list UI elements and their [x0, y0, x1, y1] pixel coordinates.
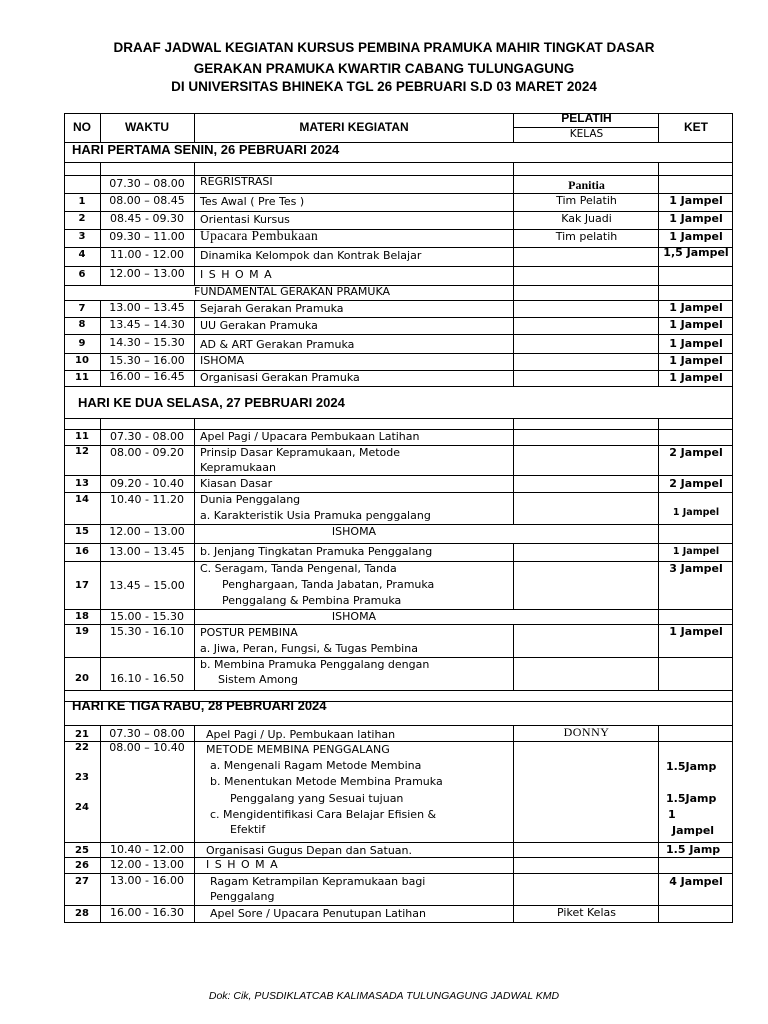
row-no: 14: [75, 494, 89, 505]
day2-heading: HARI KE DUA SELASA, 27 PEBRUARI 2024: [78, 395, 345, 410]
row-waktu: 13.45 – 15.00: [109, 579, 185, 592]
row-no: 6: [78, 269, 86, 280]
row-ket: 3 Jampel: [669, 562, 723, 575]
row-materi-line2: Penggalang: [210, 890, 275, 903]
row-ket: 1 Jampel: [672, 546, 720, 557]
row-no-line3: 24: [75, 802, 89, 813]
row-pelatih: Tim Pelatih: [556, 194, 617, 207]
row-no: 2: [78, 213, 86, 224]
row-materi: Dinamika Kelompok dan Kontrak Belajar: [200, 249, 422, 262]
row-materi: Organisasi Gerakan Pramuka: [200, 371, 360, 384]
header-ket: KET: [684, 120, 708, 134]
row-materi: b. Membina Pramuka Penggalang dengan: [200, 658, 430, 671]
row-no: 21: [75, 729, 89, 740]
row-materi-line2: a. Karakteristik Usia Pramuka penggalang: [200, 509, 431, 522]
schedule-table: [64, 113, 733, 923]
row-materi: Sejarah Gerakan Pramuka: [200, 302, 344, 315]
row-materi: Dunia Penggalang: [200, 493, 301, 506]
row-materi: Apel Pagi / Upacara Pembukaan Latihan: [200, 430, 420, 443]
row-ket: 1 Jampel: [669, 337, 723, 350]
row-waktu: 07.30 – 08.00: [109, 177, 185, 190]
row-waktu: 16.00 - 16.30: [110, 906, 184, 919]
row-no: 15: [75, 526, 89, 537]
row-no: 26: [75, 860, 89, 871]
row-waktu: 14.30 – 15.30: [109, 336, 185, 349]
row-pelatih: DONNY: [563, 725, 610, 739]
row-ket: 1.5Jamp: [666, 760, 717, 773]
row-waktu: 09.20 - 10.40: [110, 477, 184, 490]
header-waktu: WAKTU: [125, 120, 169, 134]
section-heading-fundamental: FUNDAMENTAL GERAKAN PRAMUKA: [194, 285, 391, 298]
row-waktu: 11.00 - 12.00: [110, 248, 184, 261]
row-no: 27: [75, 876, 89, 887]
row-materi: ISHOMA: [331, 525, 377, 538]
row-waktu: 10.40 - 12.00: [110, 843, 184, 856]
row-no: 16: [75, 546, 89, 557]
row-no: 22: [75, 742, 89, 753]
row-materi-line3: Penggalang & Pembina Pramuka: [222, 594, 402, 607]
row-no: 9: [78, 338, 86, 349]
row-waktu: 12.00 – 13.00: [109, 525, 185, 538]
row-waktu: 08.00 – 10.40: [109, 741, 185, 754]
document-title-line-3: DI UNIVERSITAS BHINEKA TGL 26 PEBRUARI S.D 03 MARET 2024: [171, 79, 597, 94]
header-no: NO: [73, 120, 91, 134]
row-no: 3: [78, 231, 86, 242]
row-no: 13: [75, 478, 89, 489]
row-no: 19: [75, 626, 89, 637]
row-waktu: 15.30 - 16.10: [110, 625, 184, 638]
row-ket: 4 Jampel: [669, 875, 723, 888]
row-waktu: 08.00 – 08.45: [109, 194, 185, 207]
row-ket-line4: Jampel: [672, 824, 715, 837]
document-title-line-1: DRAAF JADWAL KEGIATAN KURSUS PEMBINA PRAMUKA MAHIR TINGKAT DASAR: [113, 40, 655, 55]
row-ket-line2: 1.5Jamp: [666, 792, 717, 805]
row-no: 11: [75, 431, 89, 442]
row-waktu: 07.30 – 08.00: [109, 727, 185, 740]
row-ket: 1 Jampel: [669, 212, 723, 225]
row-waktu: 13.00 – 13.45: [109, 545, 185, 558]
header-kelas: KELAS: [569, 128, 604, 140]
row-waktu: 13.00 – 13.45: [109, 301, 185, 314]
day3-heading: HARI KE TIGA RABU, 28 PEBRUARI 2024: [72, 698, 327, 713]
row-materi: POSTUR PEMBINA: [200, 626, 298, 639]
row-ket: 1 Jampel: [669, 625, 723, 638]
row-materi: Ragam Ketrampilan Kepramukaan bagi: [210, 875, 426, 888]
row-materi: REGRISTRASI: [200, 175, 273, 188]
row-materi: UU Gerakan Pramuka: [200, 319, 318, 332]
row-pelatih: Piket Kelas: [557, 906, 616, 919]
row-materi-line2: Penghargaan, Tanda Jabatan, Pramuka: [222, 578, 435, 591]
row-pelatih: Tim pelatih: [555, 230, 618, 243]
row-materi-line2: a. Mengenali Ragam Metode Membina: [210, 759, 422, 772]
row-materi: AD & ART Gerakan Pramuka: [200, 338, 355, 351]
row-materi: Kiasan Dasar: [200, 477, 273, 490]
row-waktu: 12.00 – 13.00: [109, 267, 185, 280]
row-waktu: 10.40 - 11.20: [110, 493, 184, 506]
row-waktu: 08.45 - 09.30: [110, 212, 184, 225]
row-pelatih: Panitia: [568, 178, 605, 192]
row-waktu: 09.30 – 11.00: [109, 230, 185, 243]
row-no-line2: 23: [75, 772, 89, 783]
row-materi-line3: b. Menentukan Metode Membina Pramuka: [210, 775, 443, 788]
row-no: 1: [78, 196, 86, 207]
row-no: 28: [75, 908, 89, 919]
row-no: 25: [75, 845, 89, 856]
row-waktu: 07.30 - 08.00: [110, 430, 184, 443]
row-ket: 1 Jampel: [672, 507, 720, 518]
row-materi: I S H O M A: [200, 268, 273, 281]
row-no: 12: [75, 446, 89, 457]
row-materi: C. Seragam, Tanda Pengenal, Tanda: [200, 562, 397, 575]
row-no: 10: [75, 355, 89, 366]
row-ket: 2 Jampel: [669, 446, 723, 459]
row-no: 18: [75, 611, 89, 622]
row-no: 17: [75, 580, 89, 591]
row-waktu: 15.00 - 15.30: [110, 610, 184, 623]
row-no: 11: [75, 372, 89, 383]
row-materi-line2: Sistem Among: [218, 673, 298, 686]
row-ket: 2 Jampel: [669, 477, 723, 490]
row-materi: Apel Pagi / Up. Pembukaan latihan: [206, 728, 396, 741]
row-ket-line3: 1: [668, 808, 676, 821]
row-materi: Organisasi Gugus Depan dan Satuan.: [206, 844, 413, 857]
row-materi-line2: Kepramukaan: [200, 461, 276, 474]
row-ket: 1 Jampel: [669, 354, 723, 367]
row-ket: 1 Jampel: [669, 371, 723, 384]
row-ket: 1 Jampel: [669, 318, 723, 331]
row-waktu: 15.30 – 16.00: [109, 354, 185, 367]
row-no: 7: [78, 303, 86, 314]
row-materi: Apel Sore / Upacara Penutupan Latihan: [210, 907, 426, 920]
row-materi: Upacara Pembukaan: [200, 228, 319, 243]
row-no: 20: [75, 673, 89, 684]
row-waktu: 13.45 – 14.30: [109, 318, 185, 331]
row-ket: 1 Jampel: [669, 194, 723, 207]
header-pelatih: PELATIH: [561, 111, 612, 125]
row-materi: Tes Awal ( Pre Tes ): [200, 195, 305, 208]
header-materi: MATERI KEGIATAN: [299, 120, 409, 134]
row-pelatih: Kak Juadi: [561, 212, 612, 225]
row-waktu: 08.00 - 09.20: [110, 446, 184, 459]
row-ket: 1.5 Jamp: [666, 843, 721, 856]
row-waktu: 16.00 – 16.45: [109, 370, 185, 383]
row-materi-line4: Penggalang yang Sesuai tujuan: [230, 792, 404, 805]
row-no: 4: [78, 249, 86, 260]
row-no: 8: [78, 319, 86, 330]
document-title-line-2: GERAKAN PRAMUKA KWARTIR CABANG TULUNGAGUNG: [193, 61, 575, 76]
row-materi: Prinsip Dasar Kepramukaan, Metode: [200, 446, 400, 459]
row-materi: METODE MEMBINA PENGGALANG: [206, 743, 390, 756]
row-materi: ISHOMA: [331, 610, 377, 623]
row-materi-line2: a. Jiwa, Peran, Fungsi, & Tugas Pembina: [200, 642, 418, 655]
document-footer: Dok: Cik, PUSDIKLATCAB KALIMASADA TULUNGAGUNG JADWAL KMD: [208, 990, 560, 1002]
row-materi: ISHOMA: [200, 354, 245, 367]
row-materi: Orientasi Kursus: [200, 213, 290, 226]
row-waktu: 16.10 - 16.50: [110, 672, 184, 685]
row-materi-line5: c. Mengidentifikasi Cara Belajar Efisien &: [210, 808, 437, 821]
row-ket: 1 Jampel: [669, 301, 723, 314]
row-ket: 1,5 Jampel: [663, 246, 729, 259]
row-ket: 1 Jampel: [669, 230, 723, 243]
day1-heading: HARI PERTAMA SENIN, 26 PEBRUARI 2024: [72, 142, 340, 157]
row-materi-line6: Efektif: [230, 823, 266, 836]
row-waktu: 12.00 - 13.00: [110, 858, 184, 871]
row-materi: I S H O M A: [206, 858, 279, 871]
row-waktu: 13.00 - 16.00: [110, 874, 184, 887]
row-materi: b. Jenjang Tingkatan Pramuka Penggalang: [200, 545, 433, 558]
